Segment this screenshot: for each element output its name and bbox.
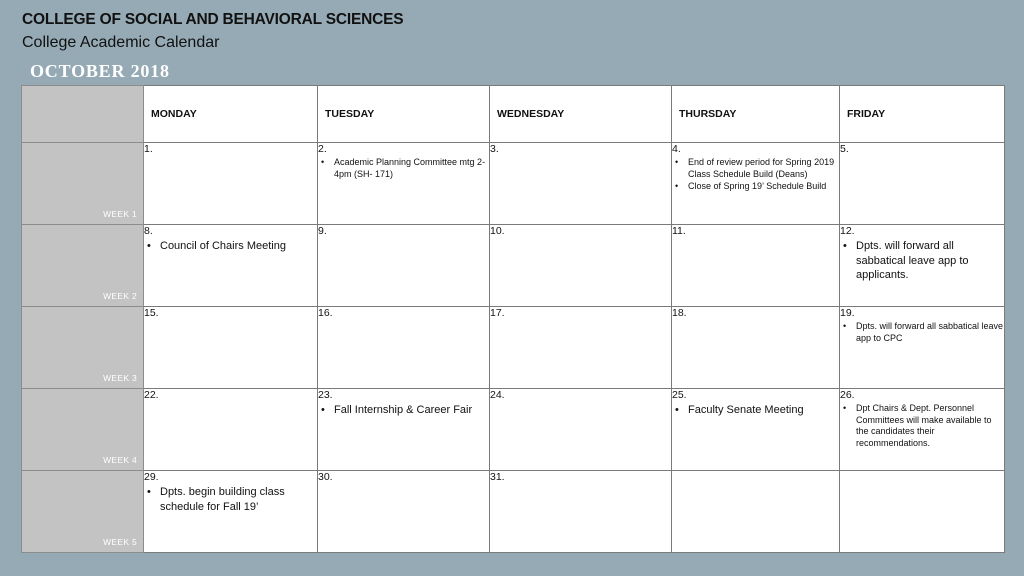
college-title: COLLEGE OF SOCIAL AND BEHAVIORAL SCIENCES	[22, 11, 404, 28]
event-item: • End of review period for Spring 2019 Class Schedule Build (Deans)	[672, 157, 839, 180]
day-cell[interactable]	[144, 307, 318, 389]
week-label: WEEK 5	[103, 537, 137, 547]
day-cell[interactable]	[490, 471, 672, 553]
day-number: 30.	[318, 471, 333, 483]
event-list	[840, 321, 1004, 344]
day-cell[interactable]	[672, 225, 840, 307]
day-header-friday: FRIDAY	[840, 86, 1005, 143]
day-number: 2.	[318, 143, 327, 155]
day-number: 15.	[144, 307, 159, 319]
day-header-monday: MONDAY	[144, 86, 318, 143]
day-cell[interactable]	[490, 225, 672, 307]
event-item: • Council of Chairs Meeting	[144, 239, 317, 254]
day-cell[interactable]	[318, 143, 490, 225]
event-list	[318, 403, 489, 418]
day-cell[interactable]	[672, 471, 840, 553]
day-cell[interactable]	[490, 307, 672, 389]
event-item: • Dpts. begin building class schedule for Fall 19’	[144, 485, 317, 514]
event-item: • Faculty Senate Meeting	[672, 403, 839, 418]
day-number: 18.	[672, 307, 687, 319]
day-cell[interactable]	[840, 225, 1005, 307]
week-label-cell	[22, 143, 144, 225]
week-row	[22, 307, 1005, 389]
week-label: WEEK 2	[103, 291, 137, 301]
event-item: • Close of Spring 19’ Schedule Build	[672, 181, 839, 193]
day-number: 5.	[840, 143, 849, 155]
day-number: 25.	[672, 389, 687, 401]
day-number: 24.	[490, 389, 505, 401]
day-number: 4.	[672, 143, 681, 155]
event-item: • Academic Planning Committee mtg 2-4pm (SH- 171)	[318, 157, 489, 180]
week-row	[22, 225, 1005, 307]
day-cell[interactable]	[672, 143, 840, 225]
event-list	[144, 485, 317, 514]
day-number: 12.	[840, 225, 855, 237]
day-cell[interactable]	[840, 471, 1005, 553]
day-number: 19.	[840, 307, 855, 319]
day-cell[interactable]	[672, 389, 840, 471]
week-label-cell	[22, 471, 144, 553]
day-number: 23.	[318, 389, 333, 401]
day-number: 1.	[144, 143, 153, 155]
day-header-row	[22, 86, 1005, 143]
day-number: 31.	[490, 471, 505, 483]
day-cell[interactable]	[144, 225, 318, 307]
week-row	[22, 471, 1005, 553]
day-number: 22.	[144, 389, 159, 401]
day-cell[interactable]	[840, 389, 1005, 471]
week-label: WEEK 3	[103, 373, 137, 383]
week-row	[22, 389, 1005, 471]
week-label: WEEK 1	[103, 209, 137, 219]
day-number: 11.	[672, 225, 686, 237]
week-label-cell	[22, 225, 144, 307]
day-cell[interactable]	[318, 225, 490, 307]
day-cell[interactable]	[840, 143, 1005, 225]
day-cell[interactable]	[672, 307, 840, 389]
calendar-table	[21, 85, 1005, 553]
event-list	[144, 239, 317, 254]
week-row	[22, 143, 1005, 225]
event-item: • Fall Internship & Career Fair	[318, 403, 489, 418]
day-number: 17.	[490, 307, 505, 319]
day-number: 9.	[318, 225, 327, 237]
day-number: 29.	[144, 471, 159, 483]
day-header-thursday: THURSDAY	[672, 86, 840, 143]
day-header-wednesday: WEDNESDAY	[490, 86, 672, 143]
corner-cell	[22, 86, 144, 143]
event-list	[840, 403, 1004, 449]
event-item: • Dpts. will forward all sabbatical leave app to applicants.	[840, 239, 1004, 283]
week-label: WEEK 4	[103, 455, 137, 465]
day-cell[interactable]	[490, 389, 672, 471]
day-cell[interactable]	[490, 143, 672, 225]
day-cell[interactable]	[318, 389, 490, 471]
day-number: 8.	[144, 225, 153, 237]
day-cell[interactable]	[144, 143, 318, 225]
event-list	[840, 239, 1004, 283]
week-label-cell	[22, 307, 144, 389]
day-number: 16.	[318, 307, 333, 319]
event-item: • Dpts. will forward all sabbatical leave app to CPC	[840, 321, 1004, 344]
day-cell[interactable]	[144, 471, 318, 553]
day-cell[interactable]	[318, 471, 490, 553]
day-number: 26.	[840, 389, 855, 401]
event-list	[672, 403, 839, 418]
day-cell[interactable]	[840, 307, 1005, 389]
calendar-subtitle: College Academic Calendar	[22, 34, 220, 51]
month-heading: OCTOBER 2018	[30, 61, 170, 81]
day-number: 3.	[490, 143, 499, 155]
event-list	[318, 157, 489, 180]
day-cell[interactable]	[318, 307, 490, 389]
event-item: • Dpt Chairs & Dept. Personnel Committees will make available to the candidates their recommendations.	[840, 403, 1004, 449]
event-list	[672, 157, 839, 193]
week-label-cell	[22, 389, 144, 471]
day-header-tuesday: TUESDAY	[318, 86, 490, 143]
day-number: 10.	[490, 225, 505, 237]
day-cell[interactable]	[144, 389, 318, 471]
